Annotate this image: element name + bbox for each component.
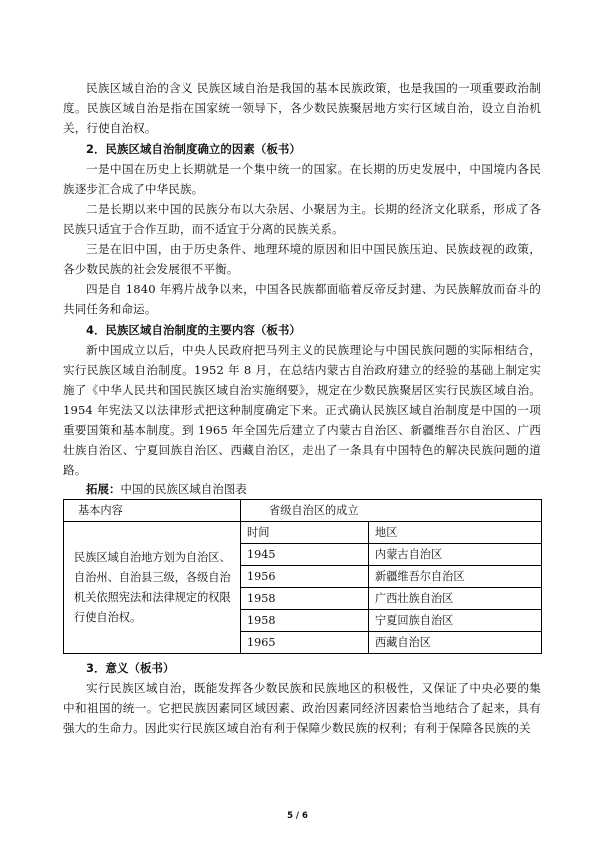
row-region: 宁夏回族自治区 [369,610,542,632]
table-header-row [64,500,542,522]
subheader-region: 地区 [369,522,542,544]
page-number: 5 / 6 [287,811,308,821]
autonomy-table [63,499,542,654]
table-subheader-row [64,522,542,544]
section2-paragraph-1: 一是中国在历史上长期就是一个集中统一的国家。在长期的历史发展中，中国境内各民族逐步汇合成了中华民族。 [63,162,541,196]
row-year: 1958 [241,588,369,610]
section3-paragraph: 实行民族区域自治，既能发挥各少数民族和民族地区的积极性，又保证了中央必要的集中和祖国的统一。它把民族因素同区域因素、政治因素同经济因素恰当地结合了起来，具有强大的生命力。因此实行民族区域自治有利于保障少数民族的权利；有利于保障各民族的关 [63,681,541,735]
intro-paragraph: 民族区域自治的含义 民族区域自治是我国的基本民族政策，也是我国的一项重要政治制度。民族区域自治是指在国家统一领导下，各少数民族聚居地方实行区域自治，设立自治机关，行使自治权。 [63,81,541,135]
section4-paragraph: 新中国成立以后，中央人民政府把马列主义的民族理论与中国民族问题的实际相结合，实行民族区域自治制度。1952 年 8 月，在总结内蒙古自治政府建立的经验的基础上制定实施了《中华人民共和国民族区域自治实施纲要》，规定在少数民族聚居区实行民族区域自治。1954 年宪法又以法律形式把这种制度确定下来。正式确认民族区域自治制度是中国的一项重要国策和基本制度。到 1965 年全国先后建立了内蒙古自治区、新疆维吾尔自治区、广西壮族自治区、宁夏回族自治区、西藏自治区，走出了一条具有中国特色的解决民族问题的道路。 [63,343,541,477]
section2-heading: 2．民族区域自治制度确立的因素（板书） [86,142,301,156]
page-content [63,78,541,738]
row-year: 1965 [241,632,369,654]
section2-paragraph-2: 二是长期以来中国的民族分布以大杂居、小聚居为主。长期的经济文化联系，形成了各民族只适宜于合作互助，而不适宜于分离的民族关系。 [63,202,541,236]
row-region: 内蒙古自治区 [369,544,542,566]
extension-caption [63,481,541,498]
section2-paragraph-4: 四是自 1840 年鸦片战争以来，中国各民族都面临着反帝反封建、为民族解放而奋斗的共同任务和命运。 [63,282,541,316]
extension-text: 中国的民族区域自治图表 [120,482,247,496]
subheader-time: 时间 [241,522,369,544]
header-basic-content: 基本内容 [64,500,241,522]
row-year: 1945 [241,544,369,566]
row-region: 广西壮族自治区 [369,588,542,610]
extension-label: 拓展： [86,482,121,496]
section2-paragraph-3: 三是在旧中国，由于历史条件、地理环境的原因和旧中国民族压迫、民族歧视的政策，各少数民族的社会发展很不平衡。 [63,242,541,276]
row-region: 新疆维吾尔自治区 [369,566,542,588]
section4-heading: 4．民族区域自治制度的主要内容（板书） [86,323,301,337]
basic-content-cell: 民族区域自治地方划为自治区、自治州、自治县三级，各级自治机关依照宪法和法律规定的权限行使自治权。 [64,522,241,654]
section3-heading: 3．意义（板书） [86,661,175,675]
row-region: 西藏自治区 [369,632,542,654]
row-year: 1956 [241,566,369,588]
header-region-founding: 省级自治区的成立 [241,500,542,522]
row-year: 1958 [241,610,369,632]
